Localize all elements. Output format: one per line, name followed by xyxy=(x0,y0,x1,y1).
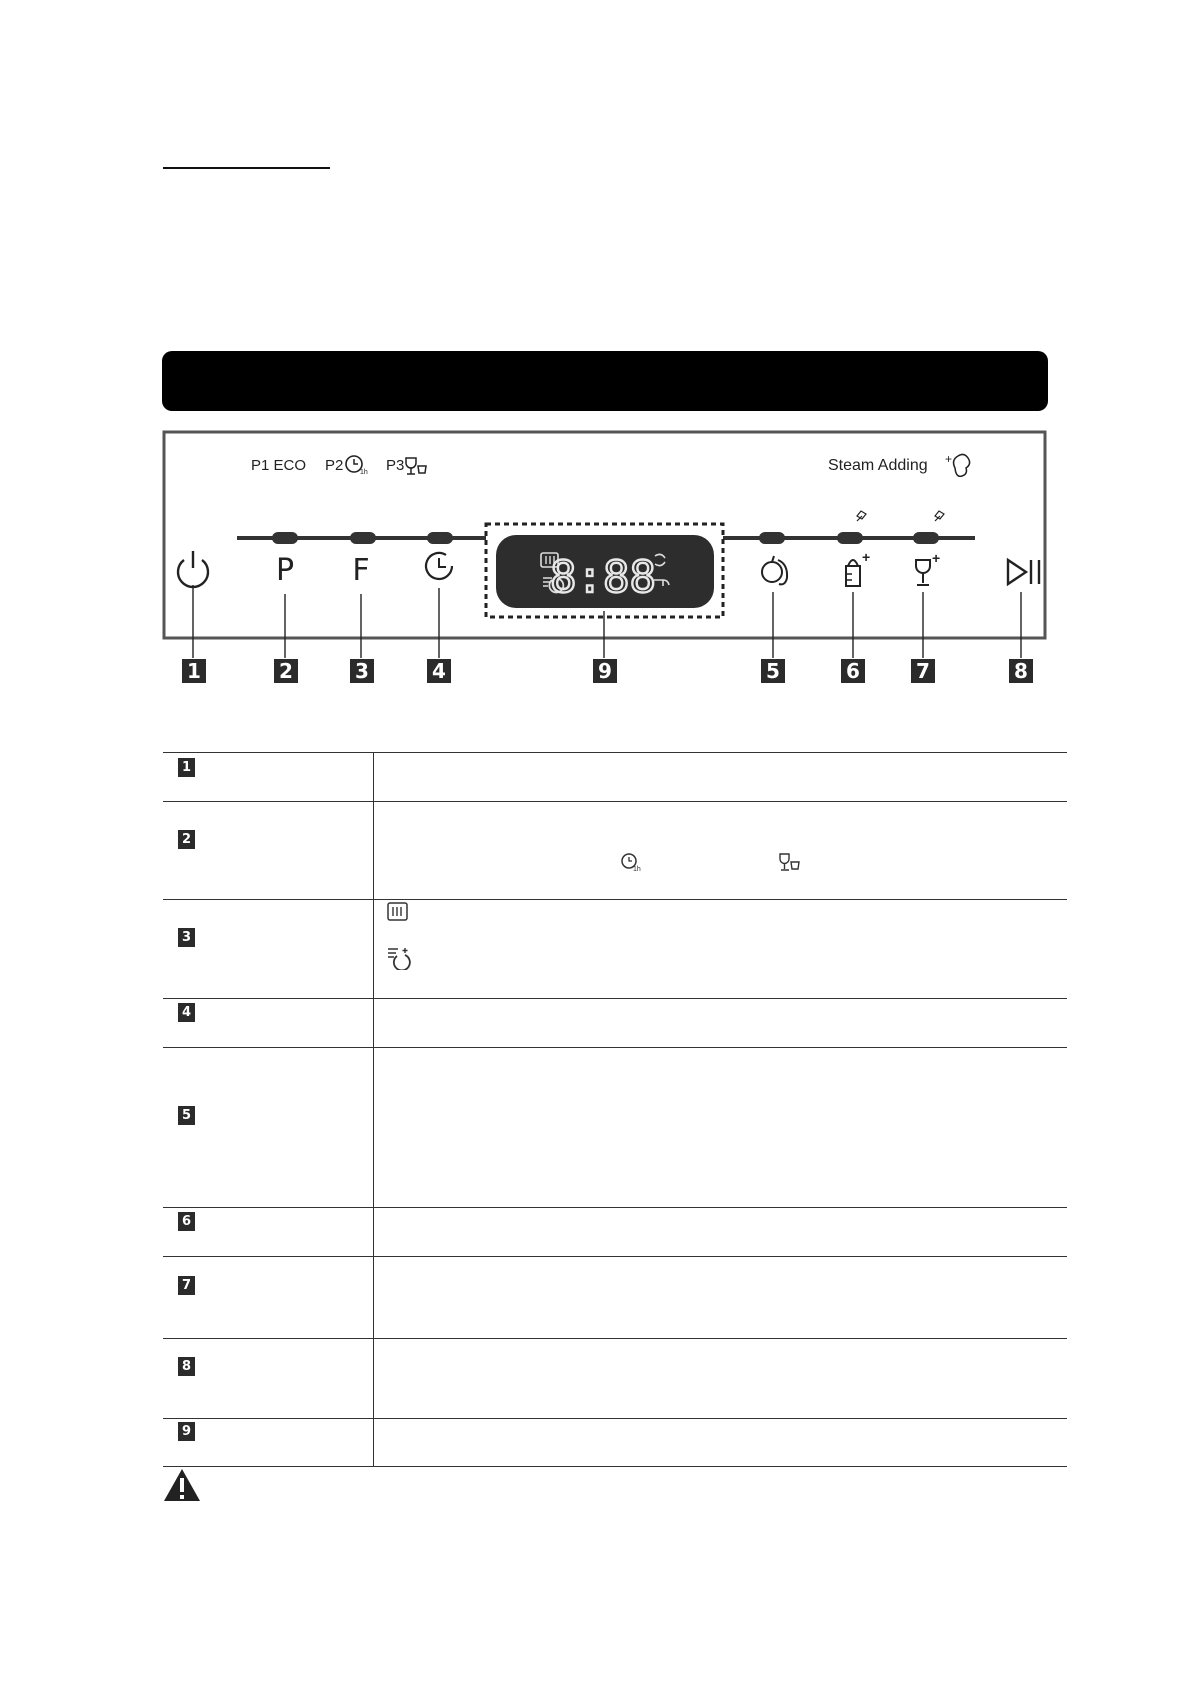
svg-text:1h: 1h xyxy=(360,469,368,476)
table-rule xyxy=(163,1207,1067,1208)
table-row-num: 6 xyxy=(178,1212,195,1231)
table-row-num: 7 xyxy=(178,1276,195,1295)
salt-icon xyxy=(386,901,410,923)
program-label-p2: P2 xyxy=(325,457,344,474)
callout-8: 8 xyxy=(1009,659,1033,683)
program-button-label: P xyxy=(275,553,295,588)
table-column-divider xyxy=(373,752,374,1466)
callout-4: 4 xyxy=(427,659,451,683)
table-row-num: 2 xyxy=(178,830,195,849)
table-rule xyxy=(163,1047,1067,1048)
svg-text:+: + xyxy=(932,550,941,566)
table-row-num: 8 xyxy=(178,1357,195,1376)
svg-text:1h: 1h xyxy=(633,866,641,873)
table-rule xyxy=(163,1466,1067,1467)
callout-1: 1 xyxy=(182,659,206,683)
table-row-num: 4 xyxy=(178,1003,195,1022)
table-row-num: 5 xyxy=(178,1106,195,1125)
table-row-num: 3 xyxy=(178,928,195,947)
table-rule xyxy=(163,801,1067,802)
table-rule xyxy=(163,899,1067,900)
program-label-p1: P1 ECO xyxy=(251,457,307,474)
table-rule xyxy=(163,1338,1067,1339)
table-rule xyxy=(163,1418,1067,1419)
glass-icon xyxy=(777,852,803,874)
callout-5: 5 xyxy=(761,659,785,683)
svg-text:+: + xyxy=(862,549,871,565)
table-rule xyxy=(163,1256,1067,1257)
callout-9: 9 xyxy=(593,659,617,683)
callout-2: 2 xyxy=(274,659,298,683)
function-button-label: F xyxy=(352,553,370,588)
control-panel-diagram xyxy=(0,0,1191,700)
rinse-aid-icon xyxy=(386,944,414,970)
steam-adding-label: Steam Adding xyxy=(828,457,928,474)
warning-icon xyxy=(162,1467,202,1503)
one-hour-icon xyxy=(620,852,644,874)
table-rule xyxy=(163,752,1067,753)
callout-6: 6 xyxy=(841,659,865,683)
table-row-num: 9 xyxy=(178,1422,195,1441)
callout-7: 7 xyxy=(911,659,935,683)
table-rule xyxy=(163,998,1067,999)
program-label-p3: P3 xyxy=(386,457,405,474)
svg-text:+: + xyxy=(945,452,953,466)
table-row-num: 1 xyxy=(178,758,195,777)
display-digits: 8:88 xyxy=(550,552,656,603)
callout-3: 3 xyxy=(350,659,374,683)
